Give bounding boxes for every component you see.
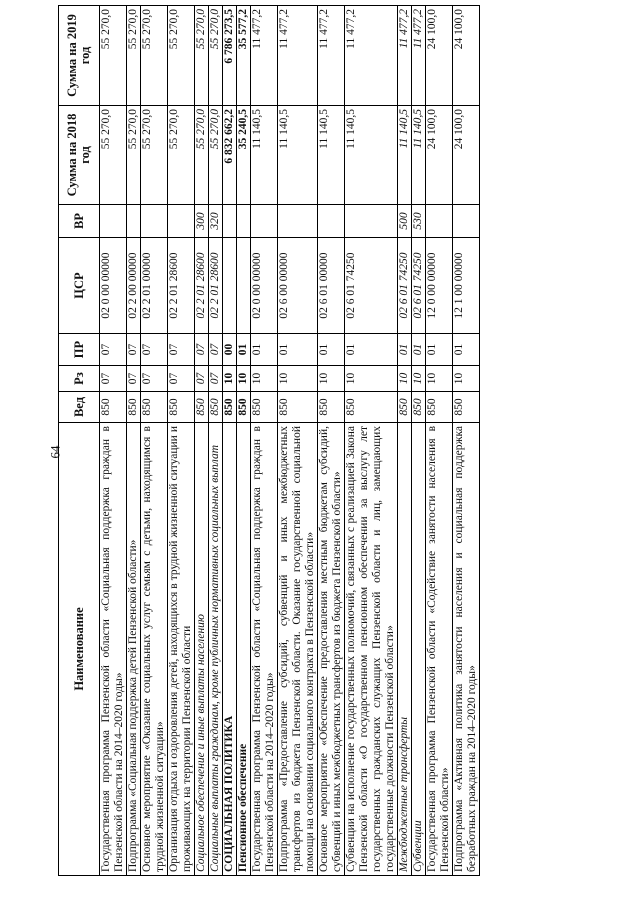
cell-rz: 10 xyxy=(223,366,237,392)
cell-name: Подпрограмма «Активная политика занятости населения и социальная поддержка безработных граждан на 2014–2020 годы» xyxy=(453,423,480,876)
cell-sum-2019: 11 477,2 xyxy=(278,6,318,106)
cell-sum-2019: 55 270,0 xyxy=(209,6,223,106)
table-row xyxy=(426,6,453,876)
cell-ved: 850 xyxy=(168,392,195,423)
table-row xyxy=(100,6,127,876)
cell-ved: 850 xyxy=(318,392,345,423)
cell-sum-2018: 35 240,5 xyxy=(237,106,251,205)
cell-rz: 10 xyxy=(453,366,480,392)
cell-pr: 07 xyxy=(195,334,209,366)
cell-rz: 10 xyxy=(398,366,412,392)
cell-csr: 02 2 00 00000 xyxy=(127,238,141,334)
cell-pr: 01 xyxy=(453,334,480,366)
cell-csr: 12 1 00 00000 xyxy=(453,238,480,334)
cell-pr: 01 xyxy=(251,334,278,366)
header-pr: ПР xyxy=(59,334,100,366)
cell-ved: 850 xyxy=(412,392,426,423)
table-row xyxy=(127,6,141,876)
cell-sum-2018: 11 140,5 xyxy=(398,106,412,205)
cell-ved: 850 xyxy=(453,392,480,423)
cell-pr: 07 xyxy=(127,334,141,366)
rotated-page xyxy=(58,6,640,876)
table-row xyxy=(168,6,195,876)
cell-name: Социальное обеспечение и иные выплаты населению xyxy=(195,423,209,876)
cell-sum-2019: 55 270,0 xyxy=(141,6,168,106)
cell-name: Социальные выплаты гражданам, кроме публичных нормативных социальных выплат xyxy=(209,423,223,876)
table-row xyxy=(318,6,345,876)
cell-rz: 10 xyxy=(237,366,251,392)
cell-rz: 10 xyxy=(278,366,318,392)
cell-pr: 07 xyxy=(100,334,127,366)
cell-sum-2019: 11 477,2 xyxy=(412,6,426,106)
cell-pr: 07 xyxy=(209,334,223,366)
cell-pr: 07 xyxy=(168,334,195,366)
cell-vr xyxy=(168,205,195,238)
cell-sum-2019: 55 270,0 xyxy=(168,6,195,106)
table-row xyxy=(209,6,223,876)
cell-vr xyxy=(141,205,168,238)
cell-csr: 02 6 00 00000 xyxy=(278,238,318,334)
cell-sum-2018: 55 270,0 xyxy=(141,106,168,205)
cell-rz: 10 xyxy=(345,366,398,392)
cell-csr: 02 6 01 74250 xyxy=(412,238,426,334)
cell-vr: 500 xyxy=(398,205,412,238)
cell-name: Государственная программа Пензенской области «Социальная поддержка граждан в Пензенской области на 2014–2020 годы» xyxy=(251,423,278,876)
table-row xyxy=(223,6,237,876)
cell-csr: 02 2 01 28600 xyxy=(209,238,223,334)
cell-ved: 850 xyxy=(426,392,453,423)
cell-ved: 850 xyxy=(195,392,209,423)
cell-rz: 10 xyxy=(318,366,345,392)
cell-pr: 01 xyxy=(278,334,318,366)
cell-pr: 01 xyxy=(237,334,251,366)
table-row xyxy=(453,6,480,876)
table-body xyxy=(100,6,480,876)
cell-pr: 01 xyxy=(426,334,453,366)
cell-sum-2019: 55 270,0 xyxy=(100,6,127,106)
cell-csr: 02 6 01 00000 xyxy=(318,238,345,334)
table-row xyxy=(345,6,398,876)
cell-name: Государственная программа Пензенской области «Социальная поддержка граждан в Пензенской области на 2014–2020 годы» xyxy=(100,423,127,876)
cell-sum-2018: 24 100,0 xyxy=(453,106,480,205)
cell-ved: 850 xyxy=(209,392,223,423)
cell-csr: 02 0 00 00000 xyxy=(251,238,278,334)
cell-csr xyxy=(237,238,251,334)
cell-rz: 07 xyxy=(168,366,195,392)
cell-sum-2018: 11 140,5 xyxy=(251,106,278,205)
cell-csr: 02 2 01 28600 xyxy=(195,238,209,334)
page-number: 64 xyxy=(47,445,63,459)
cell-sum-2018: 24 100,0 xyxy=(426,106,453,205)
table-row xyxy=(141,6,168,876)
cell-pr: 01 xyxy=(412,334,426,366)
header-rz: Рз xyxy=(59,366,100,392)
cell-sum-2018: 55 270,0 xyxy=(100,106,127,205)
cell-vr xyxy=(318,205,345,238)
cell-vr xyxy=(223,205,237,238)
cell-vr: 320 xyxy=(209,205,223,238)
cell-rz: 10 xyxy=(412,366,426,392)
cell-pr: 07 xyxy=(141,334,168,366)
cell-vr: 300 xyxy=(195,205,209,238)
cell-vr xyxy=(345,205,398,238)
cell-vr xyxy=(127,205,141,238)
cell-rz: 07 xyxy=(127,366,141,392)
cell-csr: 02 0 00 00000 xyxy=(100,238,127,334)
cell-ved: 850 xyxy=(223,392,237,423)
header-name: Наименование xyxy=(59,423,100,876)
cell-ved: 850 xyxy=(237,392,251,423)
cell-sum-2018: 55 270,0 xyxy=(127,106,141,205)
header-csr: ЦСР xyxy=(59,238,100,334)
cell-csr: 02 2 01 28600 xyxy=(168,238,195,334)
cell-pr: 00 xyxy=(223,334,237,366)
cell-sum-2018: 55 270,0 xyxy=(168,106,195,205)
header-vr: ВР xyxy=(59,205,100,238)
cell-ved: 850 xyxy=(398,392,412,423)
cell-sum-2019: 6 786 273,5 xyxy=(223,6,237,106)
table-row xyxy=(412,6,426,876)
cell-name: Межбюджетные трансферты xyxy=(398,423,412,876)
cell-rz: 07 xyxy=(141,366,168,392)
cell-rz: 07 xyxy=(100,366,127,392)
cell-ved: 850 xyxy=(141,392,168,423)
cell-sum-2019: 35 577,2 xyxy=(237,6,251,106)
cell-rz: 07 xyxy=(195,366,209,392)
cell-name: Основное мероприятие «Оказание социальных услуг семьям с детьми, находящимся в трудной жизненной ситуации» xyxy=(141,423,168,876)
cell-sum-2019: 55 270,0 xyxy=(127,6,141,106)
cell-sum-2018: 11 140,5 xyxy=(278,106,318,205)
cell-sum-2019: 11 477,2 xyxy=(251,6,278,106)
cell-vr xyxy=(453,205,480,238)
cell-ved: 850 xyxy=(100,392,127,423)
cell-pr: 01 xyxy=(398,334,412,366)
cell-csr xyxy=(223,238,237,334)
cell-rz: 10 xyxy=(251,366,278,392)
header-sum-2019: Сумма на 2019 год xyxy=(59,6,100,106)
cell-sum-2019: 24 100,0 xyxy=(426,6,453,106)
cell-rz: 10 xyxy=(426,366,453,392)
cell-sum-2018: 55 270,0 xyxy=(195,106,209,205)
cell-csr: 02 6 01 74250 xyxy=(345,238,398,334)
cell-sum-2019: 11 477,2 xyxy=(398,6,412,106)
cell-ved: 850 xyxy=(251,392,278,423)
cell-vr xyxy=(237,205,251,238)
table-header-row xyxy=(59,6,100,876)
cell-sum-2019: 11 477,2 xyxy=(318,6,345,106)
cell-ved: 850 xyxy=(278,392,318,423)
table-row xyxy=(398,6,412,876)
cell-sum-2019: 11 477,2 xyxy=(345,6,398,106)
cell-name: Подпрограмма «Предоставление субсидий, субвенций и иных межбюджетных трансфертов из бюджета Пензенской области. Оказание государственной социальной помощи на основании социального контракта в Пензенской области» xyxy=(278,423,318,876)
cell-vr xyxy=(100,205,127,238)
table-row xyxy=(251,6,278,876)
cell-name: Подпрограмма «Социальная поддержка детей Пензенской области» xyxy=(127,423,141,876)
cell-name: Государственная программа Пензенской области «Содействие занятости населения в Пензенской области» xyxy=(426,423,453,876)
cell-vr xyxy=(278,205,318,238)
cell-ved: 850 xyxy=(345,392,398,423)
table-row xyxy=(237,6,251,876)
cell-sum-2018: 11 140,5 xyxy=(345,106,398,205)
cell-csr: 02 6 01 74250 xyxy=(398,238,412,334)
cell-rz: 07 xyxy=(209,366,223,392)
cell-pr: 01 xyxy=(318,334,345,366)
cell-pr: 01 xyxy=(345,334,398,366)
cell-csr: 12 0 00 00000 xyxy=(426,238,453,334)
header-ved: Вед xyxy=(59,392,100,423)
cell-ved: 850 xyxy=(127,392,141,423)
cell-name: Основное мероприятие «Обеспечение предоставления местным бюджетам субсидий, субвенций и иных межбюджетных трансфертов из бюджета Пензенской области» xyxy=(318,423,345,876)
cell-sum-2018: 55 270,0 xyxy=(209,106,223,205)
cell-sum-2018: 6 832 662,2 xyxy=(223,106,237,205)
cell-vr xyxy=(251,205,278,238)
cell-sum-2018: 11 140,5 xyxy=(412,106,426,205)
cell-name: Субвенции xyxy=(412,423,426,876)
cell-sum-2019: 55 270,0 xyxy=(195,6,209,106)
cell-vr: 530 xyxy=(412,205,426,238)
cell-name: Организация отдыха и оздоровления детей, находящихся в трудной жизненной ситуации и проживающих на территории Пензенской области xyxy=(168,423,195,876)
cell-csr: 02 2 01 00000 xyxy=(141,238,168,334)
cell-sum-2018: 11 140,5 xyxy=(318,106,345,205)
cell-vr xyxy=(426,205,453,238)
table-row xyxy=(278,6,318,876)
table-row xyxy=(195,6,209,876)
header-sum-2018: Сумма на 2018 год xyxy=(59,106,100,205)
cell-name: Субвенции на исполнение государственных полномочий, связанных с реализацией Закона Пензенской области «О государственном пенсионном обеспечении за выслугу лет государственных гражданских служащих Пензенской области и лиц, замещающих государственные должности Пензенской области» xyxy=(345,423,398,876)
cell-name: Пенсионное обеспечение xyxy=(237,423,251,876)
budget-table xyxy=(58,5,480,876)
cell-sum-2019: 24 100,0 xyxy=(453,6,480,106)
cell-name: СОЦИАЛЬНАЯ ПОЛИТИКА xyxy=(223,423,237,876)
